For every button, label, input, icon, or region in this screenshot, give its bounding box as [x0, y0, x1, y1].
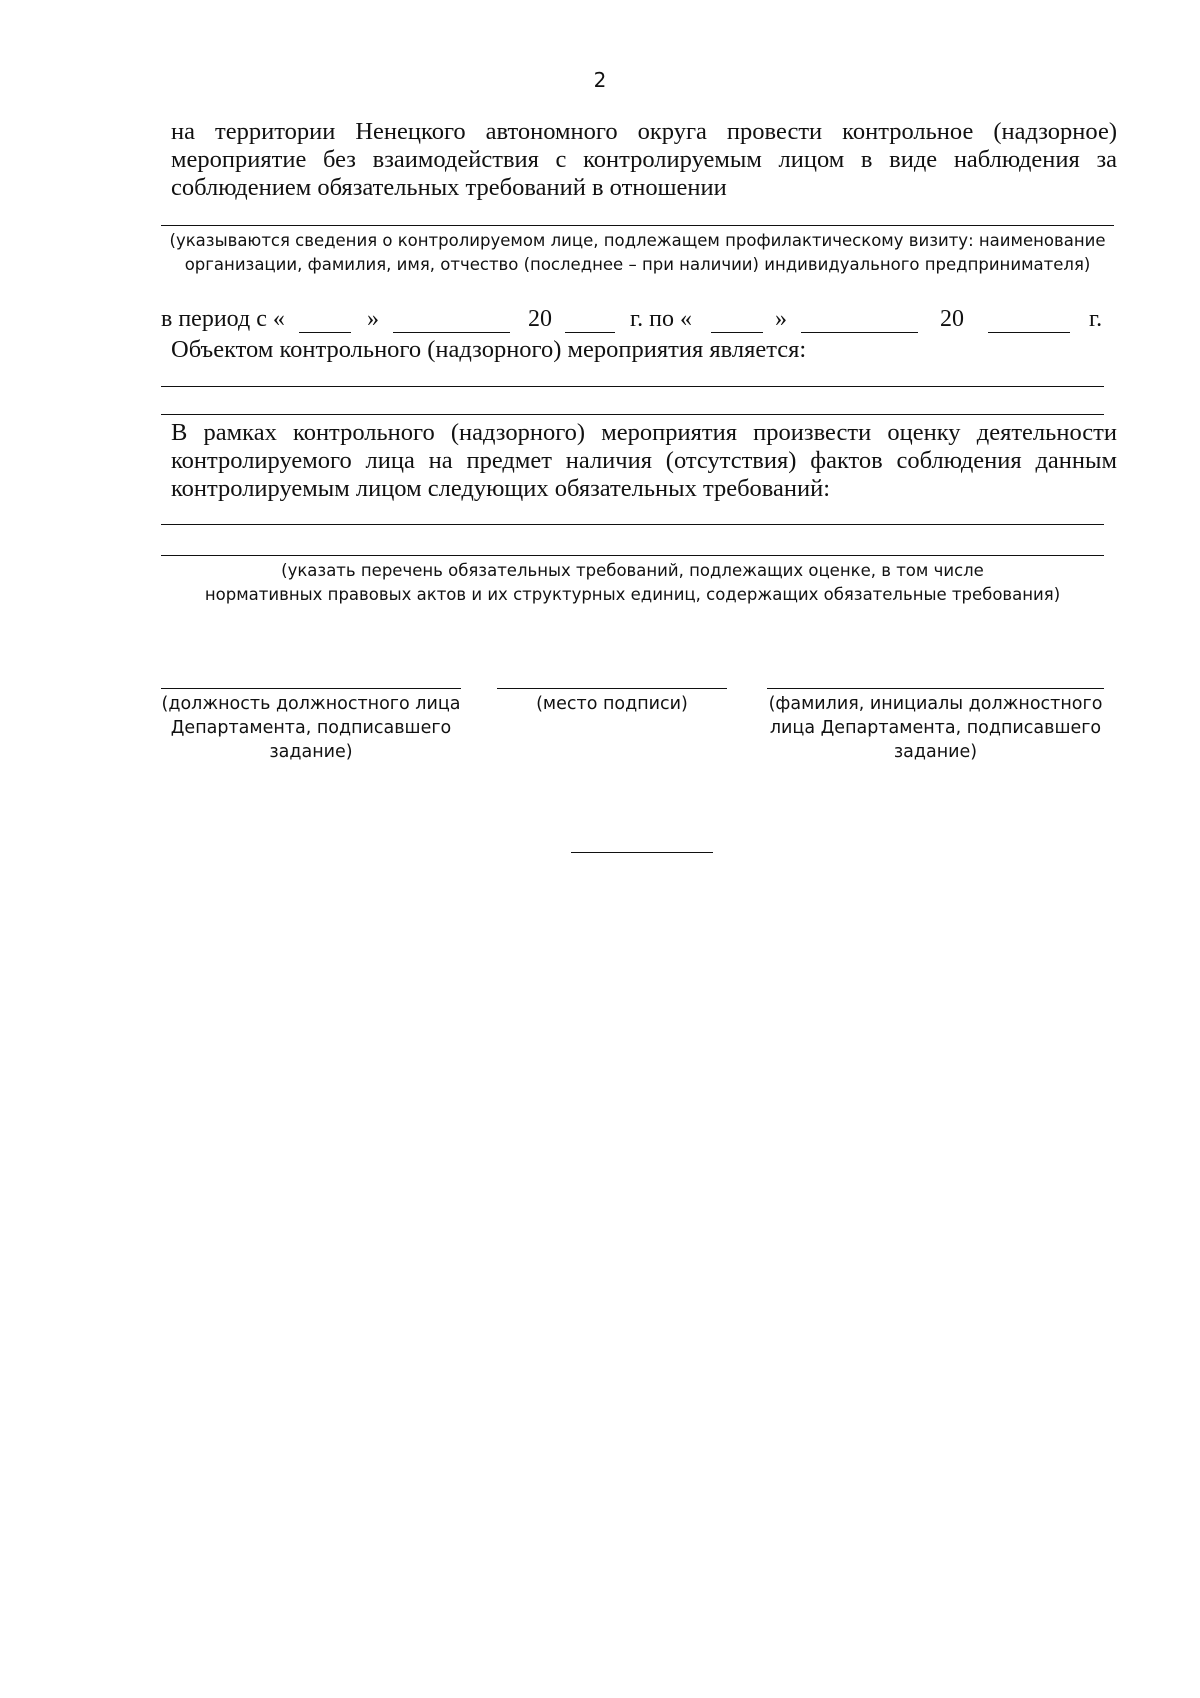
sign-place-caption: (место подписи)	[536, 694, 688, 714]
position-signature-line[interactable]	[161, 688, 461, 689]
period-year-prefix-2: 20	[940, 306, 964, 332]
period-start-day-blank[interactable]	[299, 332, 351, 333]
name-caption: (фамилия, инициалы должностного лица Департамента, подписавшего задание)	[768, 694, 1103, 762]
requirements-fill-line-2[interactable]	[161, 555, 1104, 556]
end-divider-line	[571, 852, 713, 853]
period-end-year-blank[interactable]	[988, 332, 1070, 333]
position-caption: (должность должностного лица Департамента, подписавшего задание)	[161, 694, 461, 762]
object-fill-line-1[interactable]	[161, 386, 1104, 387]
requirements-caption-line-2: нормативных правовых актов и их структурных единиц, содержащих обязательные требования)	[204, 585, 1061, 604]
period-year-prefix-1: 20	[528, 306, 552, 332]
name-signature-line[interactable]	[767, 688, 1104, 689]
controlled-person-caption-line-1: (указываются сведения о контролируемом лице, подлежащем профилактическому визиту: наименование	[169, 231, 1106, 250]
object-fill-line-2[interactable]	[161, 414, 1104, 415]
period-row	[161, 306, 1111, 336]
intro-paragraph: на территории Ненецкого автономного округа провести контрольное (надзорное) мероприятие без взаимодействия с контролируемым лицом в виде наблюдения за соблюдением обязательных требований в отношении	[171, 118, 1117, 201]
assessment-paragraph-text: В рамках контрольного (надзорного) мероприятия произвести оценку деятельности контролируемого лица на предмет наличия (отсутствия) фактов соблюдения данным контролируемым лицом следующих обязательных требований:	[171, 419, 1117, 502]
sign-place-line[interactable]	[497, 688, 727, 689]
period-from-label: в период с «	[161, 306, 285, 332]
controlled-person-fill-line[interactable]	[161, 225, 1114, 226]
assessment-paragraph	[171, 419, 1117, 503]
page-number: 2	[593, 68, 607, 92]
period-end-day-blank[interactable]	[711, 332, 763, 333]
requirements-fill-line-1[interactable]	[161, 524, 1104, 525]
requirements-caption	[161, 559, 1104, 607]
period-year-suffix: г.	[1089, 306, 1103, 332]
object-label: Объектом контрольного (надзорного) мероприятия является:	[171, 336, 807, 363]
period-start-month-blank[interactable]	[393, 332, 510, 333]
period-quote-close-2: »	[775, 306, 787, 332]
period-end-month-blank[interactable]	[801, 332, 918, 333]
controlled-person-caption	[161, 229, 1114, 277]
requirements-caption-line-1: (указать перечень обязательных требований, подлежащих оценке, в том числе	[281, 561, 984, 580]
controlled-person-caption-line-2: организации, фамилия, имя, отчество (последнее – при наличии) индивидуального предпринимателя)	[184, 255, 1091, 274]
period-start-year-blank[interactable]	[565, 332, 615, 333]
period-quote-close-1: »	[367, 306, 379, 332]
period-to-label: г. по «	[630, 306, 692, 332]
